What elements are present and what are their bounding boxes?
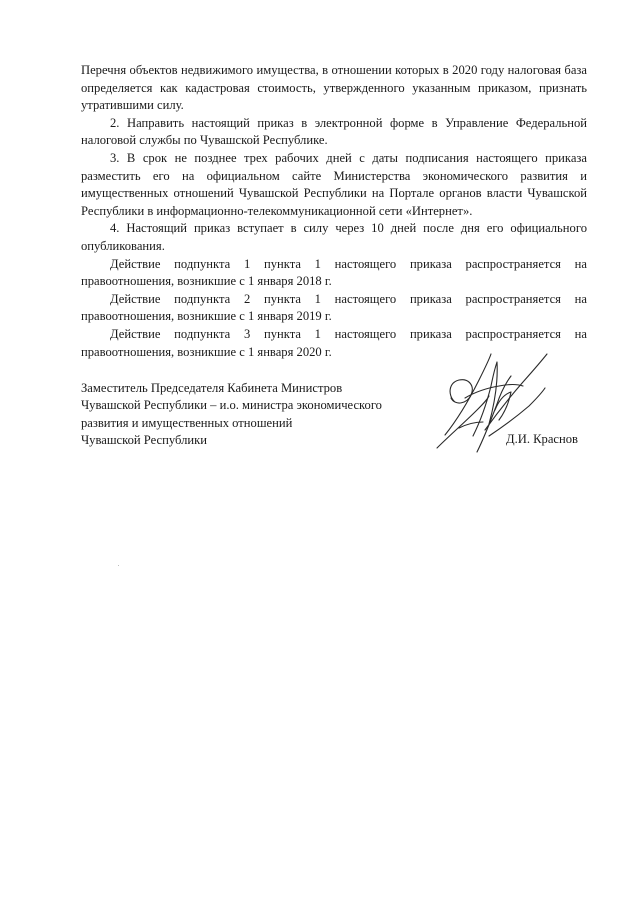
- scan-speck: [118, 565, 119, 566]
- position-line: развития и имущественных отношений: [81, 415, 293, 430]
- paragraph-effect-subitem-1: Действие подпункта 1 пункта 1 настоящего приказа распространяется на правоотношения, возникшие с 1 января 2018 г.: [81, 256, 587, 289]
- paragraph-effect-subitem-2: Действие подпункта 2 пункта 1 настоящего приказа распространяется на правоотношения, возникшие с 1 января 2019 г.: [81, 291, 587, 324]
- position-line: Заместитель Председателя Кабинета Министров: [81, 381, 343, 395]
- signature-stroke: [445, 354, 491, 435]
- paragraph-effect-subitem-3: Действие подпункта 3 пункта 1 настоящего приказа распространяется на правоотношения, возникшие с 1 января 2020 г.: [81, 326, 587, 359]
- paragraph-item-3: 3. В срок не позднее трех рабочих дней с даты подписания настоящего приказа разместить его на официальном сайте Министерства экономического развития и имущественных отношений Чувашской Республики на Портале органов власти Чувашской Республики в информационно-телекоммуникационной сети «Интернет».: [81, 150, 587, 218]
- signature-stroke: [489, 388, 545, 436]
- document-body: [81, 62, 587, 361]
- signatory-name: Д.И. Краснов: [506, 432, 578, 446]
- signature-stroke: [485, 354, 547, 430]
- paragraph-item-4: 4. Настоящий приказ вступает в силу через 10 дней после дня его официального опубликования.: [81, 221, 587, 253]
- paragraph-continuation: Перечня объектов недвижимого имущества, в отношении которых в 2020 году налоговая база определяется как кадастровая стоимость, утвержденного указанным приказом, признать утратившими силу.: [81, 63, 587, 113]
- paragraph-item-2: 2. Направить настоящий приказ в электронной форме в Управление Федеральной налоговой службы по Чувашской Республике.: [81, 115, 587, 148]
- position-line: Чувашской Республики – и.о. министра экономического: [81, 398, 382, 413]
- signature-stroke: [473, 362, 497, 436]
- position-line: Чувашской Республики: [81, 433, 207, 448]
